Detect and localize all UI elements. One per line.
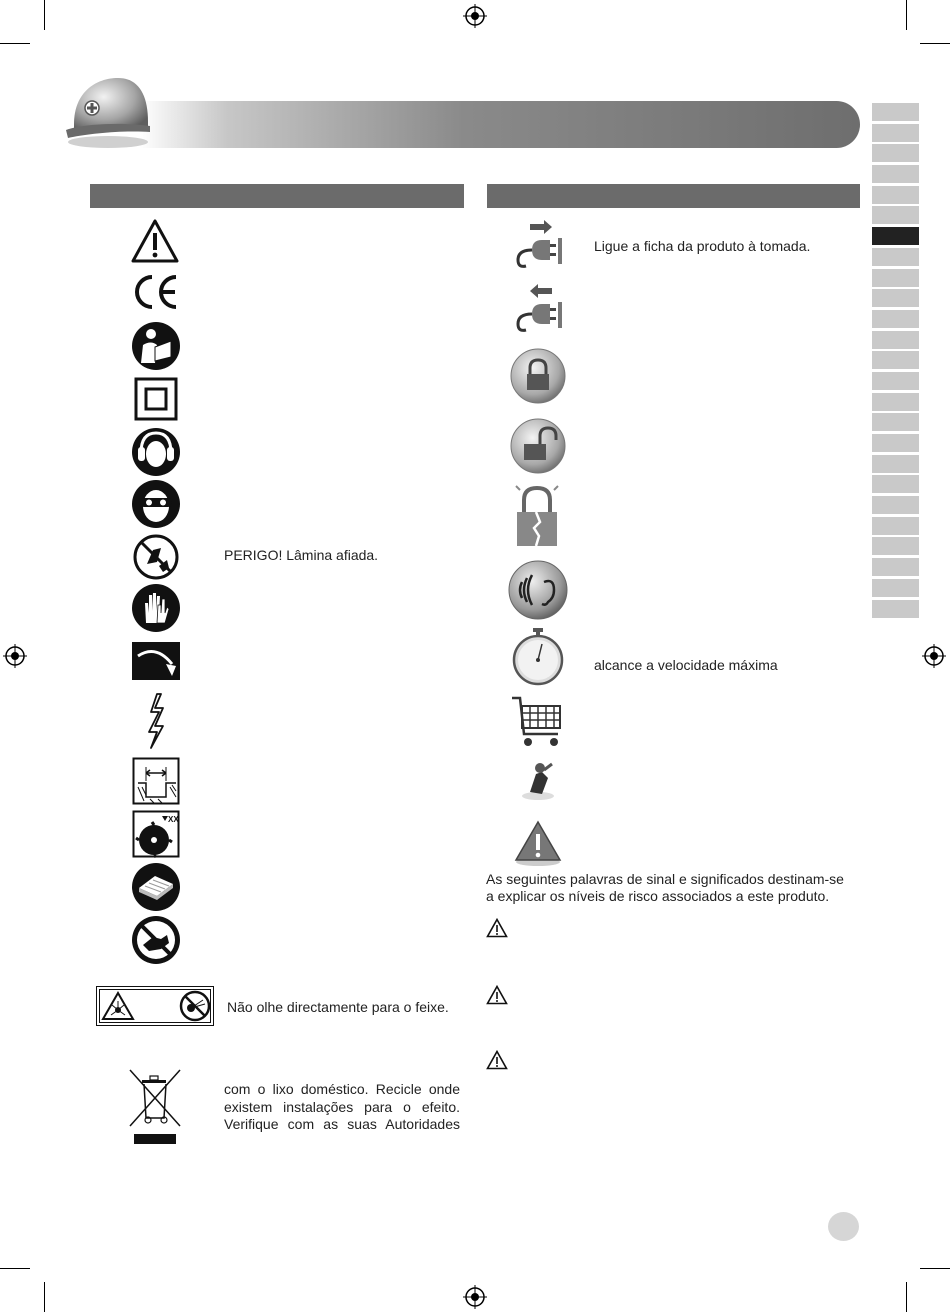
- blade-diameter-icon: [132, 810, 180, 858]
- page-number-badge: [828, 1212, 859, 1241]
- lock-icon: [510, 348, 566, 404]
- chapter-tab[interactable]: [872, 558, 919, 576]
- cutting-depth-icon: [132, 757, 180, 805]
- safety-helmet-icon: [62, 74, 154, 150]
- eye-protection-icon: [131, 479, 181, 529]
- plug-in-text: Ligue a ficha da produto à tomada.: [594, 238, 811, 254]
- plug-in-icon: [512, 218, 564, 272]
- registration-mark-icon: [3, 644, 27, 668]
- no-stare-laser-icon: [179, 990, 211, 1022]
- chapter-tab[interactable]: [872, 600, 919, 618]
- max-speed-text: alcance a velocidade máxima: [594, 657, 778, 673]
- registration-mark-icon: [922, 644, 946, 668]
- chapter-tab[interactable]: [872, 331, 919, 349]
- ce-mark-icon: [130, 271, 182, 313]
- caution-icon: [486, 985, 508, 1005]
- no-hands-icon: [131, 915, 181, 965]
- noise-icon: [508, 560, 568, 620]
- laser-warning-text: Não olhe directamente para o feixe.: [227, 999, 449, 1015]
- svg-text:XX: XX: [168, 815, 179, 824]
- weee-text-line-3: Verifique com as suas Autoridades: [224, 1116, 460, 1132]
- warning-icon: [486, 918, 508, 938]
- right-section-bar: [487, 184, 860, 208]
- chapter-tab[interactable]: [872, 372, 919, 390]
- signal-words-intro-line-1: As seguintes palavras de sinal e significados destinam-se: [486, 871, 844, 887]
- chapter-tab[interactable]: [872, 351, 919, 369]
- caution-light-icon: [512, 818, 564, 868]
- chapter-tab[interactable]: [872, 289, 919, 307]
- rotation-direction-icon: [132, 642, 180, 680]
- chapter-tab[interactable]: [872, 393, 919, 411]
- chapter-tab[interactable]: [872, 517, 919, 535]
- chapter-tab[interactable]: [872, 475, 919, 493]
- accessory-icon: [518, 760, 558, 802]
- header-bar: [140, 101, 860, 148]
- double-insulation-icon: [134, 377, 178, 421]
- chapter-tab[interactable]: [872, 579, 919, 597]
- chapter-tab[interactable]: [872, 269, 919, 287]
- warning-triangle-icon: [130, 218, 180, 264]
- protective-gloves-icon: [131, 583, 181, 633]
- unlock-icon: [510, 418, 566, 474]
- registration-mark-icon: [463, 4, 487, 28]
- danger-icon: [486, 1050, 508, 1070]
- wood-material-icon: [131, 862, 181, 912]
- unplug-icon: [512, 282, 564, 336]
- laser-warning-icon: [101, 991, 135, 1021]
- weee-bin-icon: [126, 1068, 184, 1148]
- signal-words-intro-line-2: a explicar os níveis de risco associados a este produto.: [486, 888, 830, 904]
- blade-danger-text: PERIGO! Lâmina afiada.: [224, 547, 379, 563]
- chapter-tab[interactable]: [872, 144, 919, 162]
- shopping-cart-icon: [508, 694, 566, 750]
- left-section-bar: [90, 184, 464, 208]
- electric-shock-icon: [145, 692, 167, 750]
- chapter-tab[interactable]: [872, 496, 919, 514]
- sharp-blade-icon: [133, 534, 179, 580]
- chapter-tabs: [872, 103, 919, 620]
- chapter-tab[interactable]: [872, 103, 919, 121]
- read-manual-icon: [131, 321, 181, 371]
- stopwatch-icon: [511, 628, 565, 686]
- chapter-tab[interactable]: [872, 413, 919, 431]
- chapter-tab[interactable]: [872, 124, 919, 142]
- chapter-tab[interactable]: [872, 165, 919, 183]
- weee-text-line-2: existem instalações para o efeito.: [224, 1099, 460, 1115]
- chapter-tab[interactable]: [872, 455, 919, 473]
- weee-text-line-1: com o lixo doméstico. Recicle onde: [224, 1081, 460, 1097]
- chapter-tab[interactable]: [872, 537, 919, 555]
- chapter-tab[interactable]: [872, 248, 919, 266]
- chapter-tab[interactable]: [872, 206, 919, 224]
- chapter-tab-active[interactable]: [872, 227, 919, 245]
- chapter-tab[interactable]: [872, 434, 919, 452]
- ear-protection-icon: [131, 427, 181, 477]
- chapter-tab[interactable]: [872, 186, 919, 204]
- break-lock-icon: [512, 484, 562, 548]
- chapter-tab[interactable]: [872, 310, 919, 328]
- registration-mark-icon: [463, 1285, 487, 1309]
